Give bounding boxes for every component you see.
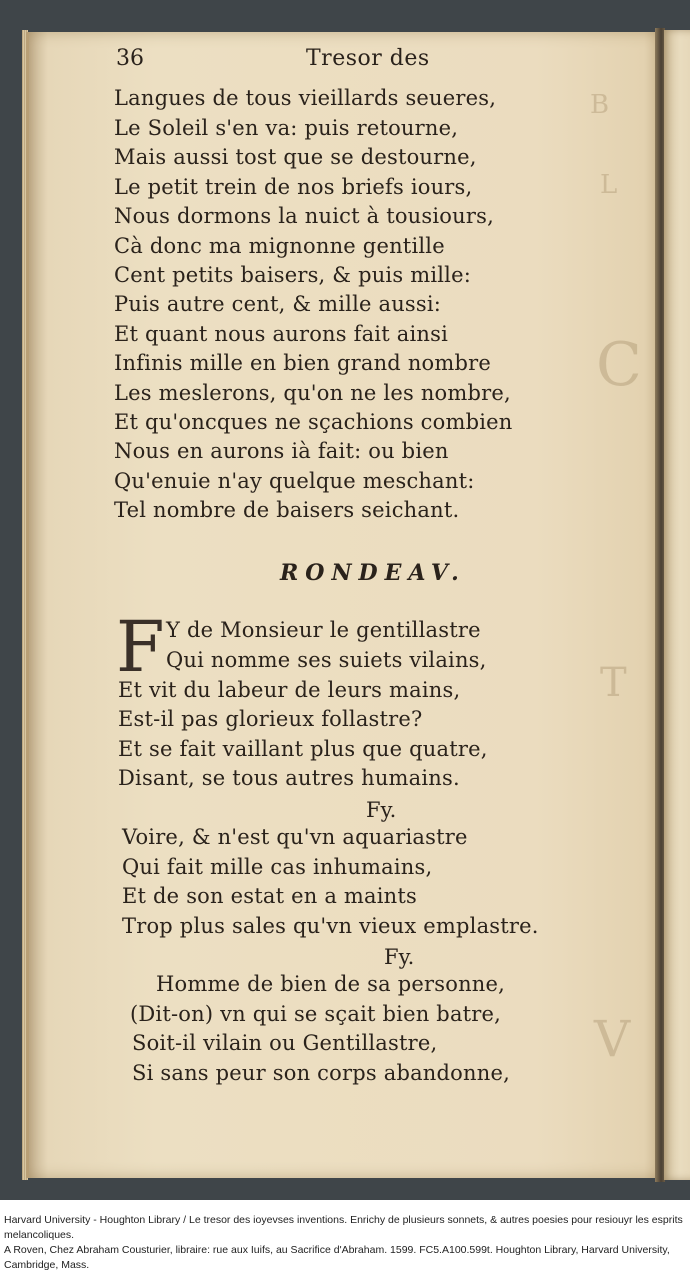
verse-line: Les meslerons, qu'on ne les nombre, [114, 381, 511, 405]
verse-line: Cà donc ma mignonne gentille [114, 234, 445, 258]
verse-line: Et quant nous aurons fait ainsi [114, 322, 448, 346]
verse-line: Et vit du labeur de leurs mains, [118, 678, 461, 702]
bleed-through: T [600, 660, 627, 706]
verse-line: Et qu'oncques ne sçachions combien [114, 410, 513, 434]
verse-line: Et se fait vaillant plus que quatre, [118, 737, 488, 761]
verse-line: Infinis mille en bien grand nombre [114, 351, 492, 375]
verse-line: Le petit trein de nos briefs iours, [114, 175, 473, 199]
verse-line: Cent petits baisers, & puis mille: [114, 263, 471, 287]
verse-line: Si sans peur son corps abandonne, [132, 1061, 510, 1085]
verse-line: Homme de bien de sa personne, [156, 972, 506, 996]
bleed-through: V [594, 1010, 631, 1068]
verse-line: Nous en aurons ià fait: ou bien [114, 439, 449, 463]
verse-line: Soit-il vilain ou Gentillastre, [132, 1031, 438, 1055]
verse-line: Et de son estat en a maints [122, 884, 418, 908]
drop-capital: F [116, 606, 165, 688]
verse-line: Nous dormons la nuict à tousiours, [114, 204, 494, 228]
verse-line: Langues de tous vieillards seueres, [114, 86, 497, 110]
verse-line: Tel nombre de baisers seichant. [114, 498, 460, 522]
caption-line: Harvard University - Houghton Library / Le tresor des ioyevses inventions. Enrichy de plusieurs sonnets, & autres poesies pour resiouyr les esprits melancoliques. [4, 1214, 683, 1241]
verse-line: Qui fait mille cas inhumains, [122, 855, 433, 879]
image-caption [4, 1213, 686, 1273]
verse-line: Trop plus sales qu'vn vieux emplastre. [122, 914, 539, 938]
bleed-through: C [596, 330, 642, 400]
verse-line: Puis autre cent, & mille aussi: [114, 292, 442, 316]
verse-line: Disant, se tous autres humains. [118, 766, 460, 790]
refrain: Fy. [384, 945, 415, 969]
refrain: Fy. [366, 798, 397, 822]
verse-line: Mais aussi tost que se destourne, [114, 145, 477, 169]
verse-line: Le Soleil s'en va: puis retourne, [114, 116, 459, 140]
verse-line: Voire, & n'est qu'vn aquariastre [122, 825, 468, 849]
caption-line: A Roven, Chez Abraham Cousturier, libraire: rue aux Iuifs, au Sacrifice d'Abraham. 1599. FC5.A100.599t. Houghton Library, Harvard University, Cambridge, Mass. [4, 1244, 670, 1271]
verse-line: (Dit-on) vn qui se sçait bien batre, [130, 1002, 502, 1026]
bleed-through: L [600, 170, 618, 200]
verse-line: Qu'enuie n'ay quelque meschant: [114, 469, 475, 493]
verse-line: Est-il pas glorieux follastre? [118, 707, 423, 731]
rondeau-title: RONDEAV. [280, 560, 466, 586]
running-title: Tresor des [306, 46, 430, 71]
page-number: 36 [116, 46, 144, 71]
verse-line: Qui nomme ses suiets vilains, [166, 648, 487, 672]
verse-line: Y de Monsieur le gentillastre [166, 618, 481, 642]
bleed-through: B [590, 90, 610, 120]
